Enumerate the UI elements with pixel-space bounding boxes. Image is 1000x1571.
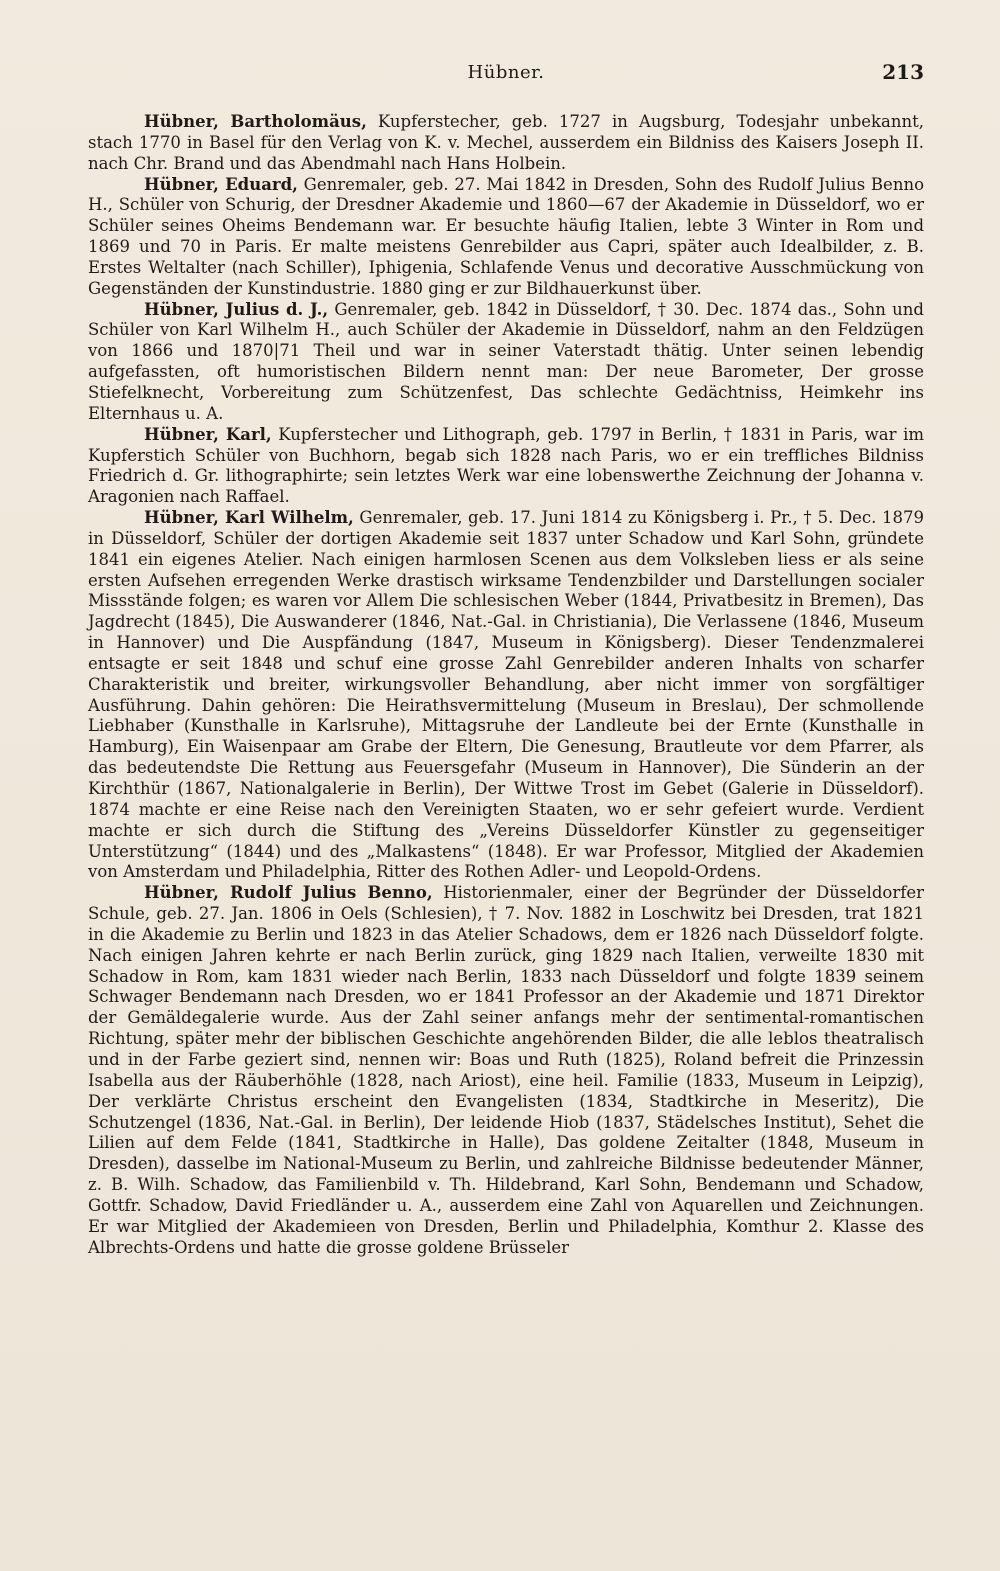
- entry-name: Hübner, Bartholomäus,: [144, 112, 367, 131]
- entry-paragraph: [88, 112, 924, 175]
- entry-name: Hübner, Eduard,: [144, 174, 298, 194]
- entry-eduard: [88, 175, 924, 300]
- page-body: [88, 112, 924, 1258]
- entry-text: Historienmaler, einer der Begründer der Düsseldorfer Schule, geb. 27. Jan. 1806 in Oels (Schlesien), † 7. Nov. 1882 in Loschwitz bei Dresden, trat 1821 in die Akademie zu Berlin und 1823 in das Atelier Schadows, dem er 1826 nach Düsseldorf folgte. Nach einigen Jahren kehrte er nach Berlin zurück, ging 1829 nach Italien, verweilte 1830 mit Schadow in Rom, kam 1831 wieder nach Berlin, 1833 nach Düsseldorf und folgte 1839 seinem Schwager Bendemann nach Dresden, wo er 1841 Professor an der Akademie und 1871 Direktor der Gemäldegalerie wurde. Aus der Zahl seiner anfangs mehr der sentimental-romantischen Richtung, später mehr der biblischen Geschichte angehörenden Bilder, die alle leblos theatralisch und in der Farbe geziert sind, nennen wir: Boas und Ruth (1825), Roland befreit die Prinzessin Isabella aus der Räuberhöhle (1828, nach Ariost), eine heil. Familie (1833, Museum in Leipzig), Der verklärte Christus erscheint den Evangelisten (1834, Stadtkirche in Meseritz), Die Schutzengel (1836, Nat.-Gal. in Berlin), Der leidende Hiob (1837, Städelsches Institut), Sehet die Lilien auf dem Felde (1841, Stadtkirche in Halle), Das goldene Zeitalter (1848, Museum in Dresden), dasselbe im National-Museum zu Berlin, und zahlreiche Bildnisse bedeutender Männer, z. B. Wilh. Schadow, das Familienbild v. Th. Hildebrand, Karl Sohn, Bendemann und Schadow, Gottfr. Schadow, David Friedländer u. A., ausserdem eine Zahl von Aquarellen und Zeichnungen. Er war Mitglied der Akademieen von Dresden, Berlin und Philadelphia, Komthur 2. Klasse des Albrechts-Ordens und hatte die grosse goldene Brüsseler: [88, 883, 924, 1257]
- entry-paragraph: [88, 300, 924, 425]
- entry-name: Hübner, Karl,: [144, 424, 272, 444]
- entry-rudolf-julius-benno: [88, 883, 924, 1258]
- entry-text: Genremaler, geb. 17. Juni 1814 zu Königsberg i. Pr., † 5. Dec. 1879 in Düsseldorf, Schüler der dortigen Akademie seit 1837 unter Schadow und Karl Sohn, gründete 1841 ein eigenes Atelier. Nach einigen harmlosen Scenen aus dem Volksleben liess er als seine ersten Aufsehen erregenden Werke drastisch wirksame Tendenzbilder und Darstellungen socialer Missstände folgen; es waren vor Allem Die schlesischen Weber (1844, Privatbesitz in Bremen), Das Jagdrecht (1845), Die Auswanderer (1846, Nat.-Gal. in Christiania), Die Verlassene (1846, Museum in Hannover) und Die Auspfändung (1847, Museum in Königsberg). Dieser Tendenzmalerei entsagte er seit 1848 und schuf eine grosse Zahl Genrebilder anderen Inhalts von scharfer Charakteristik und breiter, wirkungsvoller Behandlung, aber nicht immer von sorgfältiger Ausführung. Dahin gehören: Die Heirathsvermittelung (Museum in Breslau), Der schmollende Liebhaber (Kunsthalle in Karlsruhe), Mittagsruhe der Landleute bei der Ernte (Kunsthalle in Hamburg), Ein Waisenpaar am Grabe der Eltern, Die Genesung, Brautleute vor dem Pfarrer, als das bedeutendste Die Rettung aus Feuersgefahr (Museum in Hannover), Die Sünderin an der Kirchthür (1867, Nationalgalerie in Berlin), Der Wittwe Trost im Gebet (Galerie in Düsseldorf). 1874 machte er eine Reise nach den Vereinigten Staaten, wo er sehr gefeiert wurde. Verdient machte er sich durch die Stiftung des „Vereins Düsseldorfer Künstler zu gegenseitiger Unterstützung“ (1844) und des „Malkastens“ (1848). Er war Professor, Mitglied der Akademien von Amsterdam und Philadelphia, Ritter des Rothen Adler- und Leopold-Ordens.: [88, 508, 925, 882]
- entry-julius-d-j: [88, 300, 924, 425]
- entry-paragraph: [88, 883, 924, 1258]
- entry-paragraph: [88, 508, 924, 883]
- page-number: 213: [882, 60, 924, 84]
- entry-text: Genremaler, geb. 1842 in Düsseldorf, † 30. Dec. 1874 das., Sohn und Schüler von Karl Wilhelm H., auch Schüler der Akademie in Düsseldorf, nahm an den Feldzügen von 1866 und 1870|71 Theil und war in seiner Vaterstadt thätig. Unter seinen lebendig aufgefassten, oft humoristischen Bildern nennt man: Der neue Barometer, Der grosse Stiefelknecht, Vorbereitung zum Schützenfest, Das schlechte Gedächtniss, Heimkehr ins Elternhaus u. A.: [88, 299, 924, 423]
- entry-name: Hübner, Julius d. J.,: [144, 299, 329, 319]
- entry-bartholomaeus: [88, 112, 924, 175]
- entry-text: Kupferstecher und Lithograph, geb. 1797 in Berlin, † 1831 in Paris, war im Kupferstich Schüler von Buchhorn, begab sich 1828 nach Paris, wo er ein treffliches Bildniss Friedrich d. Gr. lithographirte; sein letztes Werk war eine lobenswerthe Zeichnung der Johanna v. Aragonien nach Raffael.: [88, 424, 924, 507]
- entry-karl-wilhelm: [88, 508, 924, 883]
- entry-name: Hübner, Karl Wilhelm,: [144, 508, 354, 528]
- entry-name: Hübner, Rudolf Julius Benno,: [144, 883, 433, 903]
- entry-paragraph: [88, 175, 924, 300]
- page-header: [88, 58, 924, 90]
- entry-text: Genremaler, geb. 27. Mai 1842 in Dresden, Sohn des Rudolf Julius Benno H., Schüler von Schurig, der Dresdner Akademie und 1860—67 der Akademie in Düsseldorf, wo er Schüler seines Oheims Bendemann war. Er besuchte häufig Italien, lebte 3 Winter in Rom und 1869 und 70 in Paris. Er malte meistens Genrebilder aus Capri, später auch Idealbilder, z. B. Erstes Weltalter (nach Schiller), Iphigenia, Schlafende Venus und decorative Ausschmückung von Gegenständen der Kunstindustrie. 1880 ging er zur Bildhauerkunst über.: [88, 174, 925, 298]
- entry-text: Kupferstecher, geb. 1727 in Augsburg, Todesjahr unbekannt, stach 1770 in Basel für den Verlag von K. v. Mechel, ausserdem ein Bildniss des Kaisers Joseph II. nach Chr. Brand und das Abendmahl nach Hans Holbein.: [88, 112, 925, 173]
- entry-paragraph: [88, 425, 924, 508]
- running-head: Hübner.: [467, 62, 545, 83]
- entry-karl: [88, 425, 924, 508]
